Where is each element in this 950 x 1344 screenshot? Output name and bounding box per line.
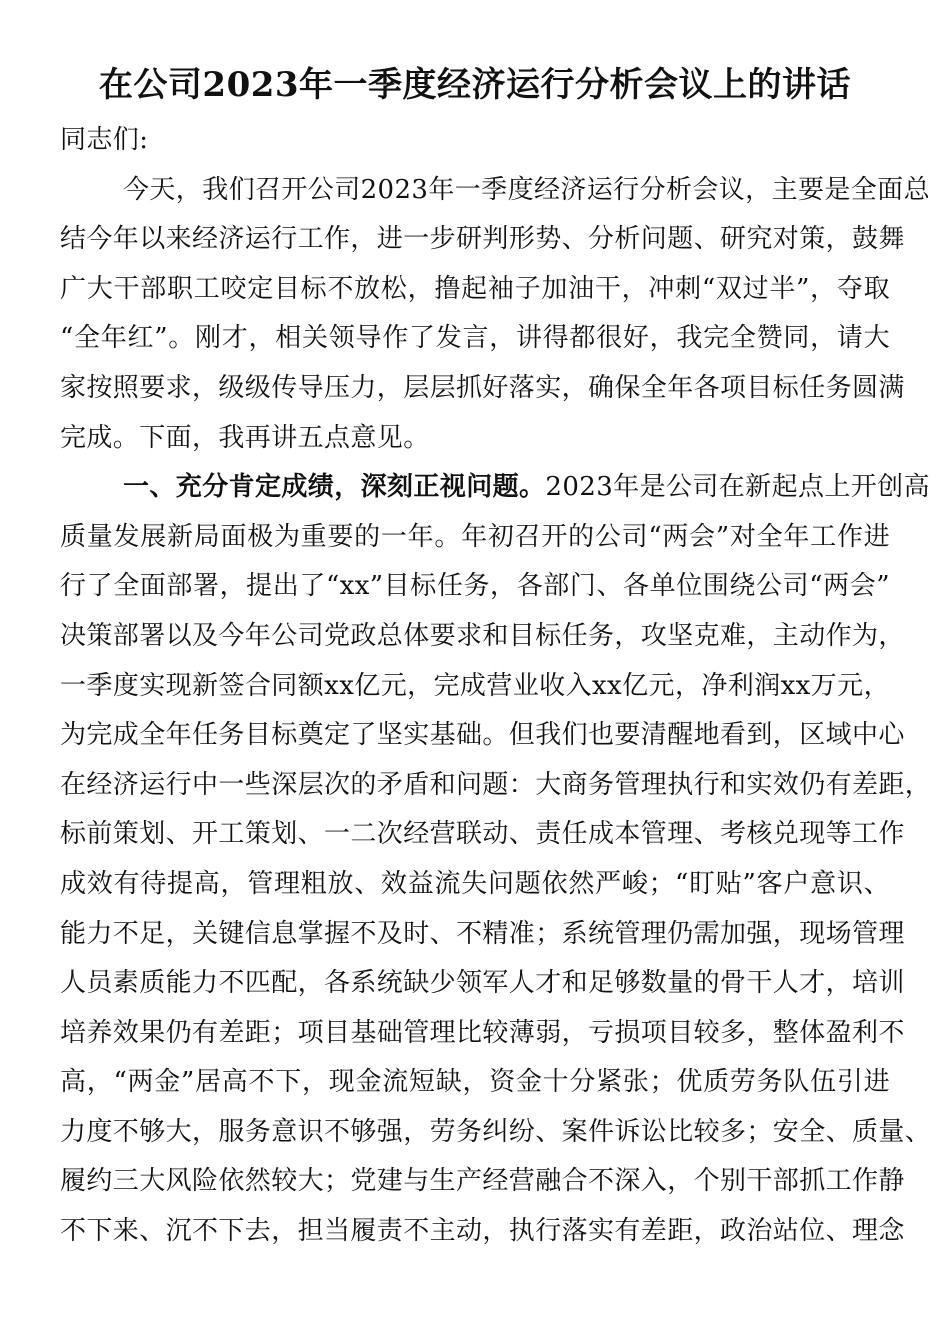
paragraph-line: 决策部署以及今年公司党政总体要求和目标任务，攻坚克难，主动作为， xyxy=(60,620,905,651)
paragraph-line: 家按照要求，级级传导压力，层层抓好落实，确保全年各项目标任务圆满 xyxy=(60,372,905,403)
paragraph-line: “全年红”。刚才，相关领导作了发言，讲得都很好，我完全赞同，请大 xyxy=(60,323,890,354)
paragraph-text: 2023年是公司在新起点上开创高 xyxy=(545,472,930,503)
paragraph-line: 高，“两金”居高不下，现金流短缺，资金十分紧张；优质劳务队伍引进 xyxy=(60,1067,890,1098)
paragraph-line: 完成。下面，我再讲五点意见。 xyxy=(60,422,430,453)
paragraph-line: 行了全面部署，提出了“xx”目标任务，各部门、各单位围绕公司“两会” xyxy=(60,571,890,602)
paragraph-line: 广大干部职工咬定目标不放松，撸起袖子加油干，冲刺“双过半”，夺取 xyxy=(60,273,890,304)
paragraph-line: 为完成全年任务目标奠定了坚实基础。但我们也要清醒地看到，区域中心 xyxy=(60,720,905,751)
section-heading: 一、充分肯定成绩，深刻正视问题。 xyxy=(123,472,546,503)
paragraph-line: 一季度实现新签合同额xx亿元，完成营业收入xx亿元，净利润xx万元， xyxy=(60,670,890,701)
paragraph-line: 人员素质能力不匹配，各系统缺少领军人才和足够数量的骨干人才，培训 xyxy=(60,968,905,999)
paragraph-line: 培养效果仍有差距；项目基础管理比较薄弱，亏损项目较多，整体盈利不 xyxy=(60,1017,905,1048)
paragraph-line: 履约三大风险依然较大；党建与生产经营融合不深入，个别干部抓工作静 xyxy=(60,1166,905,1197)
document-title: 在公司2023年一季度经济运行分析会议上的讲话 xyxy=(98,65,852,105)
paragraph-line: 不下来、沉不下去，担当履责不主动，执行落实有差距，政治站位、理念 xyxy=(60,1216,905,1247)
salutation: 同志们: xyxy=(60,125,149,155)
paragraph-line: 结今年以来经济运行工作，进一步研判形势、分析问题、研究对策，鼓舞 xyxy=(60,224,905,255)
paragraph-line: 标前策划、开工策划、一二次经营联动、责任成本管理、考核兑现等工作 xyxy=(60,819,905,850)
paragraph-line: 能力不足，关键信息掌握不及时、不精准；系统管理仍需加强，现场管理 xyxy=(60,918,905,949)
paragraph-line: 质量发展新局面极为重要的一年。年初召开的公司“两会”对全年工作进 xyxy=(60,521,890,552)
paragraph-line: 成效有待提高，管理粗放、效益流失问题依然严峻；“盯贴”客户意识、 xyxy=(60,868,890,899)
section-first-line xyxy=(60,463,930,513)
paragraph-line: 力度不够大，服务意识不够强，劳务纠纷、案件诉讼比较多；安全、质量、 xyxy=(60,1116,932,1147)
paragraph-line: 今天，我们召开公司2023年一季度经济运行分析会议，主要是全面总 xyxy=(123,174,930,205)
paragraph-line: 在经济运行中一些深层次的矛盾和问题：大商务管理执行和实效仍有差距， xyxy=(60,769,932,800)
document-body xyxy=(60,116,932,1257)
